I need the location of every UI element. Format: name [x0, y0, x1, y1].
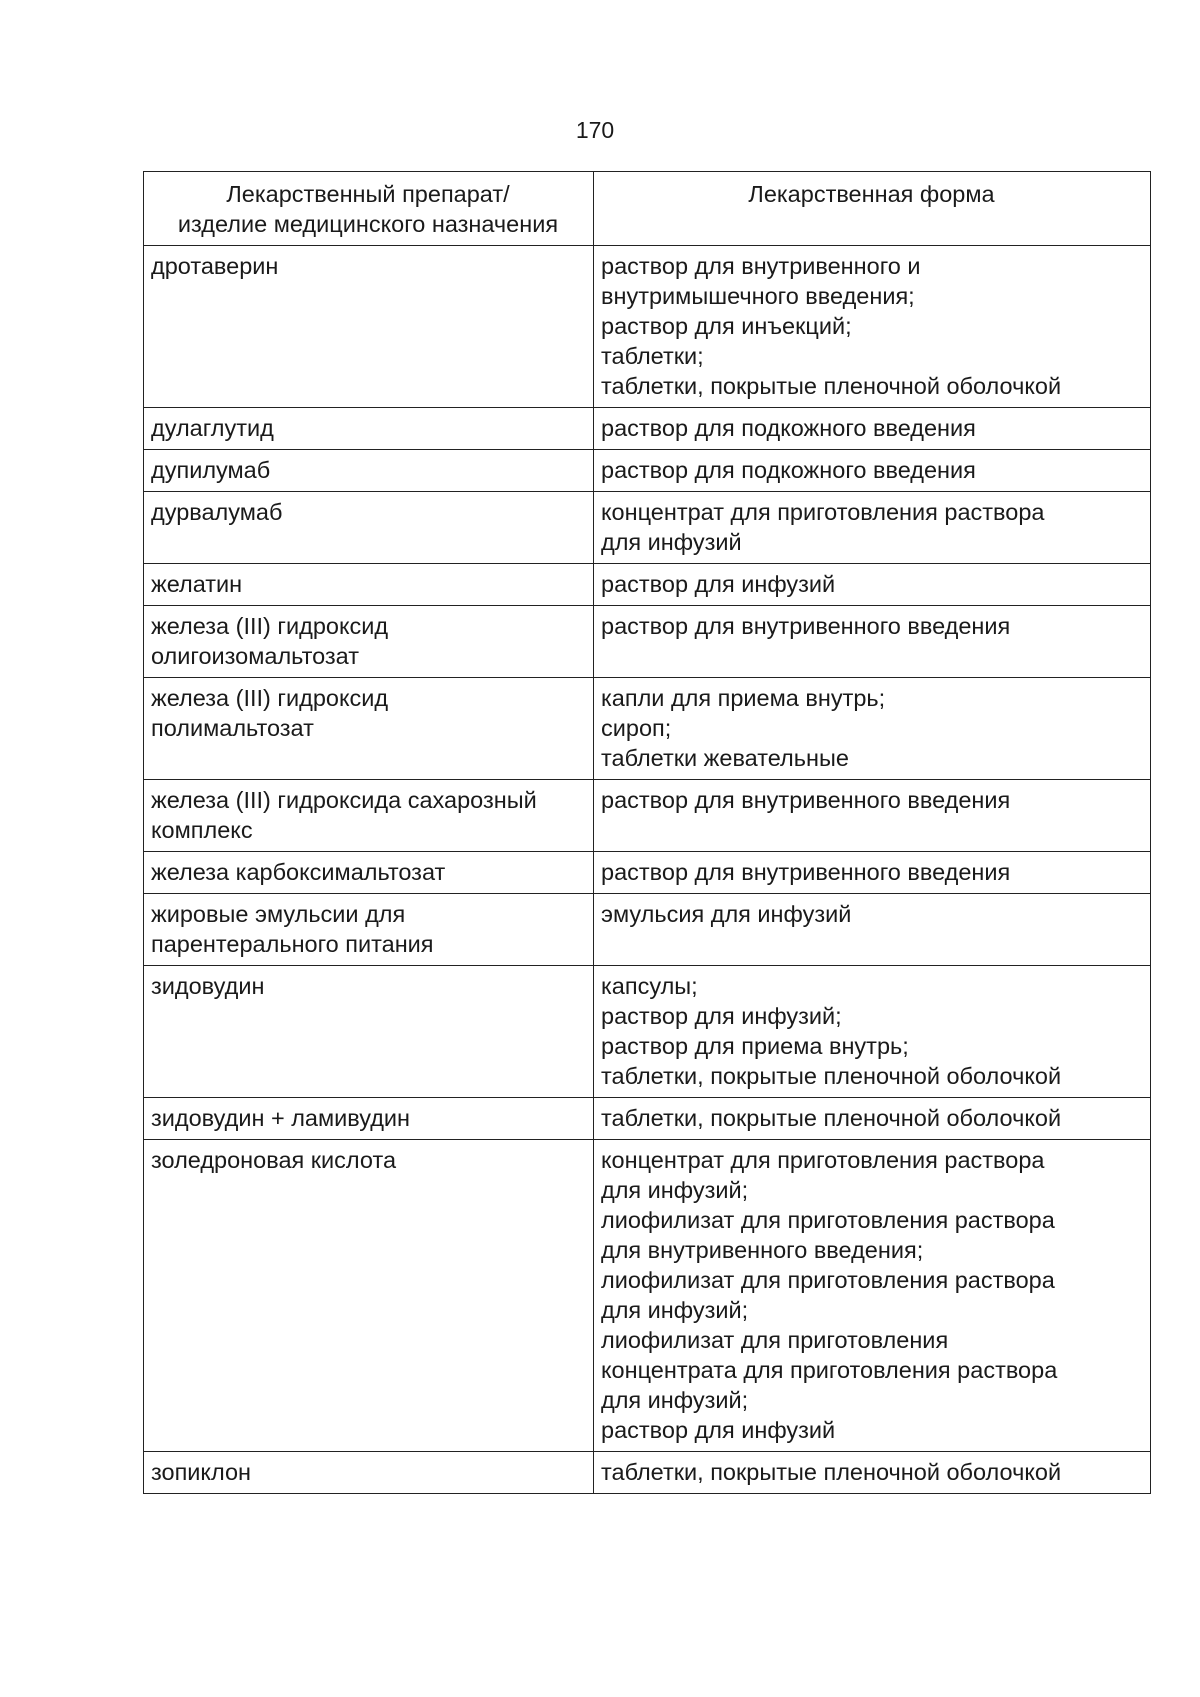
table-row — [144, 246, 1151, 408]
dosage-form-cell: раствор для подкожного введения — [594, 450, 1151, 492]
drug-name-cell: железа карбоксимальтозат — [144, 852, 594, 894]
dosage-form-cell: концентрат для приготовления раствора для инфузий; лиофилизат для приготовления раствора для внутривенного введения; лиофилизат для приготовления раствора для инфузий; лиофилизат для приготовления концентрата для приготовления раствора для инфузий; раствор для инфузий — [594, 1140, 1151, 1452]
table-row — [144, 492, 1151, 564]
drug-name-cell: дротаверин — [144, 246, 594, 408]
drug-name-cell: жировые эмульсии для парентерального питания — [144, 894, 594, 966]
drug-name-cell: дулаглутид — [144, 408, 594, 450]
table-row — [144, 1452, 1151, 1494]
table-row — [144, 852, 1151, 894]
table-row — [144, 408, 1151, 450]
table-row — [144, 678, 1151, 780]
dosage-form-cell: концентрат для приготовления раствора для инфузий — [594, 492, 1151, 564]
table-row — [144, 450, 1151, 492]
table-row — [144, 780, 1151, 852]
column-header-form: Лекарственная форма — [594, 172, 1151, 246]
dosage-form-cell: раствор для внутривенного введения — [594, 606, 1151, 678]
table-row — [144, 1140, 1151, 1452]
dosage-form-cell: раствор для внутривенного введения — [594, 852, 1151, 894]
drug-name-cell: железа (III) гидроксид полимальтозат — [144, 678, 594, 780]
drug-name-cell: железа (III) гидроксид олигоизомальтозат — [144, 606, 594, 678]
drug-name-cell: дурвалумаб — [144, 492, 594, 564]
drug-name-cell: зидовудин — [144, 966, 594, 1098]
page-number: 170 — [575, 117, 615, 143]
table-row — [144, 606, 1151, 678]
drug-table — [143, 171, 1151, 1494]
table-row — [144, 1098, 1151, 1140]
column-header-drug: Лекарственный препарат/ изделие медицинского назначения — [144, 172, 594, 246]
drug-name-cell: железа (III) гидроксида сахарозный комплекс — [144, 780, 594, 852]
table-row — [144, 564, 1151, 606]
drug-name-cell: зопиклон — [144, 1452, 594, 1494]
dosage-form-cell: капсулы; раствор для инфузий; раствор для приема внутрь; таблетки, покрытые пленочной оболочкой — [594, 966, 1151, 1098]
table-row — [144, 894, 1151, 966]
table-header-row — [144, 172, 1151, 246]
dosage-form-cell: раствор для внутривенного и внутримышечного введения; раствор для инъекций; таблетки; таблетки, покрытые пленочной оболочкой — [594, 246, 1151, 408]
drug-name-cell: золедроновая кислота — [144, 1140, 594, 1452]
dosage-form-cell: раствор для внутривенного введения — [594, 780, 1151, 852]
dosage-form-cell: раствор для инфузий — [594, 564, 1151, 606]
drug-name-cell: зидовудин + ламивудин — [144, 1098, 594, 1140]
dosage-form-cell: эмульсия для инфузий — [594, 894, 1151, 966]
dosage-form-cell: капли для приема внутрь; сироп; таблетки жевательные — [594, 678, 1151, 780]
dosage-form-cell: таблетки, покрытые пленочной оболочкой — [594, 1452, 1151, 1494]
drug-name-cell: желатин — [144, 564, 594, 606]
dosage-form-cell: раствор для подкожного введения — [594, 408, 1151, 450]
drug-name-cell: дупилумаб — [144, 450, 594, 492]
table-row — [144, 966, 1151, 1098]
dosage-form-cell: таблетки, покрытые пленочной оболочкой — [594, 1098, 1151, 1140]
